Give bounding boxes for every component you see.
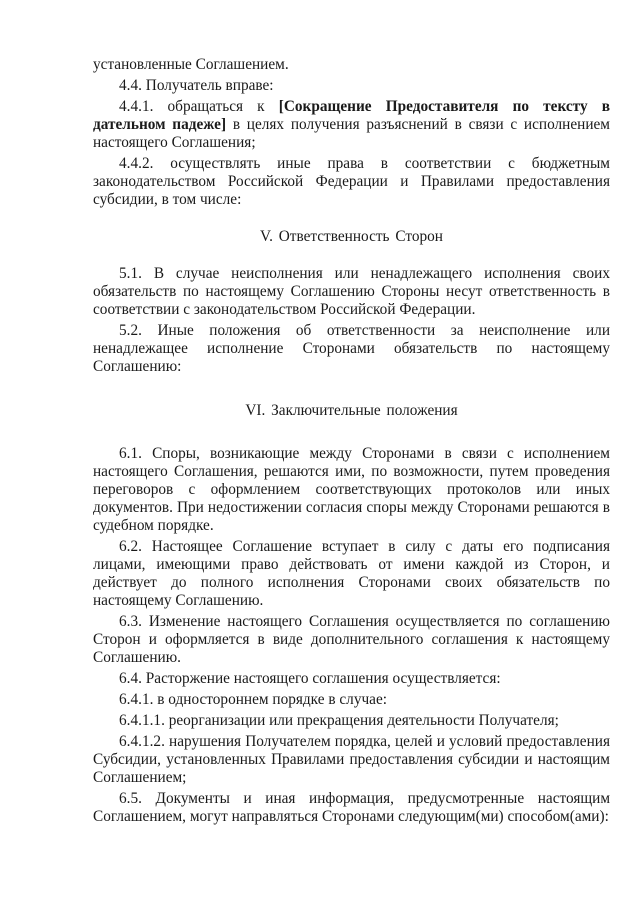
clause-4-4-1	[93, 98, 610, 152]
clause-6-3: 6.3. Изменение настоящего Соглашения осуществляется по соглашению Сторон и оформляется в виде дополнительного соглашения к настоящему Соглашению.	[93, 613, 610, 666]
clause-6-4-1-2: 6.4.1.2. нарушения Получателем порядка, целей и условий предоставления Субсидии, установленных Правилами предоставления субсидии и настоящим Соглашением;	[93, 733, 610, 786]
clause-4-4-1-text-end: в целях получения разъяснений в связи с исполнением настоящего Соглашения;	[93, 116, 610, 151]
section-heading-v: V. Ответственность Сторон	[260, 228, 443, 245]
clause-6-4-1-1: 6.4.1.1. реорганизации или прекращения деятельности Получателя;	[119, 712, 559, 729]
clause-5-1: 5.1. В случае неисполнения или ненадлежащего исполнения своих обязательств по настоящему Соглашению Стороны несут ответственность в соответствии с законодательством Российской Федерации.	[93, 265, 610, 318]
clause-6-4-1: 6.4.1. в одностороннем порядке в случае:	[119, 691, 387, 708]
clause-6-5: 6.5. Документы и иная информация, предусмотренные настоящим Соглашением, могут направляться Сторонами следующим(ми) способом(ами):	[93, 790, 610, 825]
placeholder-provider-name: [Сокращение Предоставителя по тексту в дательном падеже]	[93, 98, 611, 133]
clause-4-4: 4.4. Получатель вправе:	[119, 77, 274, 94]
clause-4-4-1-text-start: 4.4.1. обращаться к	[119, 98, 279, 115]
clause-6-4: 6.4. Расторжение настоящего соглашения осуществляется:	[119, 670, 501, 687]
clause-6-2: 6.2. Настоящее Соглашение вступает в силу с даты его подписания лицами, имеющими право действовать от имени каждой из Сторон, и действует до полного исполнения Сторонами своих обязательств по настоящему Соглашению.	[93, 538, 610, 609]
section-heading-vi: VI. Заключительные положения	[245, 402, 458, 419]
clause-6-1: 6.1. Споры, возникающие между Сторонами в связи с исполнением настоящего Соглашения, решаются ими, по возможности, путем проведения переговоров с оформлением соответствующих протоколов или иных документов. При недостижении согласия споры между Сторонами решаются в судебном порядке.	[93, 445, 610, 534]
clause-4-4-2: 4.4.2. осуществлять иные права в соответствии с бюджетным законодательством Российской Федерации и Правилами предоставления субсидии, в том числе:	[93, 155, 610, 208]
paragraph-continuation: установленные Соглашением.	[93, 56, 289, 73]
clause-5-2: 5.2. Иные положения об ответственности за неисполнение или ненадлежащее исполнение Сторонами обязательств по настоящему Соглашению:	[93, 322, 610, 375]
